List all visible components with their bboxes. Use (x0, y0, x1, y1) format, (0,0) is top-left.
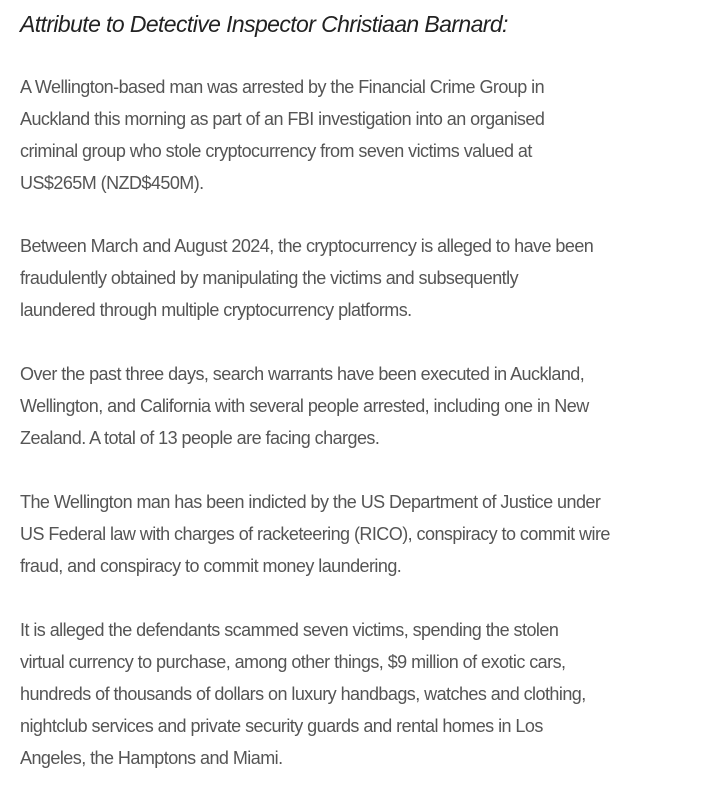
paragraph-spending (20, 614, 586, 774)
paragraph-line: It is alleged the defendants scammed seven victims, spending the stolen (20, 620, 559, 640)
paragraph-line: hundreds of thousands of dollars on luxury handbags, watches and clothing, (20, 684, 586, 704)
paragraph-line: criminal group who stole cryptocurrency from seven victims valued at (20, 141, 532, 161)
paragraph-warrants (20, 358, 589, 454)
paragraph-line: Zealand. A total of 13 people are facing charges. (20, 428, 380, 448)
paragraph-line: laundered through multiple cryptocurrency platforms. (20, 300, 412, 320)
paragraph-line: fraud, and conspiracy to commit money laundering. (20, 556, 402, 576)
paragraph-line: Angeles, the Hamptons and Miami. (20, 748, 283, 768)
paragraph-arrest (20, 71, 544, 199)
paragraph-line: US$265M (NZD$450M). (20, 173, 204, 193)
attribution-heading: Attribute to Detective Inspector Christiaan Barnard: (20, 11, 508, 37)
paragraph-indictment (20, 486, 610, 582)
paragraph-line: Over the past three days, search warrants have been executed in Auckland, (20, 364, 585, 384)
paragraph-timeline (20, 230, 593, 326)
paragraph-line: Auckland this morning as part of an FBI investigation into an organised (20, 109, 545, 129)
paragraph-line: Between March and August 2024, the cryptocurrency is alleged to have been (20, 236, 594, 256)
paragraph-line: nightclub services and private security guards and rental homes in Los (20, 716, 543, 736)
paragraph-line: fraudulently obtained by manipulating the victims and subsequently (20, 268, 519, 288)
paragraph-line: US Federal law with charges of racketeering (RICO), conspiracy to commit wire (20, 524, 610, 544)
paragraph-line: virtual currency to purchase, among other things, $9 million of exotic cars, (20, 652, 566, 672)
paragraph-line: Wellington, and California with several people arrested, including one in New (20, 396, 589, 416)
paragraph-line: A Wellington-based man was arrested by the Financial Crime Group in (20, 77, 545, 97)
paragraph-line: The Wellington man has been indicted by the US Department of Justice under (20, 492, 601, 512)
